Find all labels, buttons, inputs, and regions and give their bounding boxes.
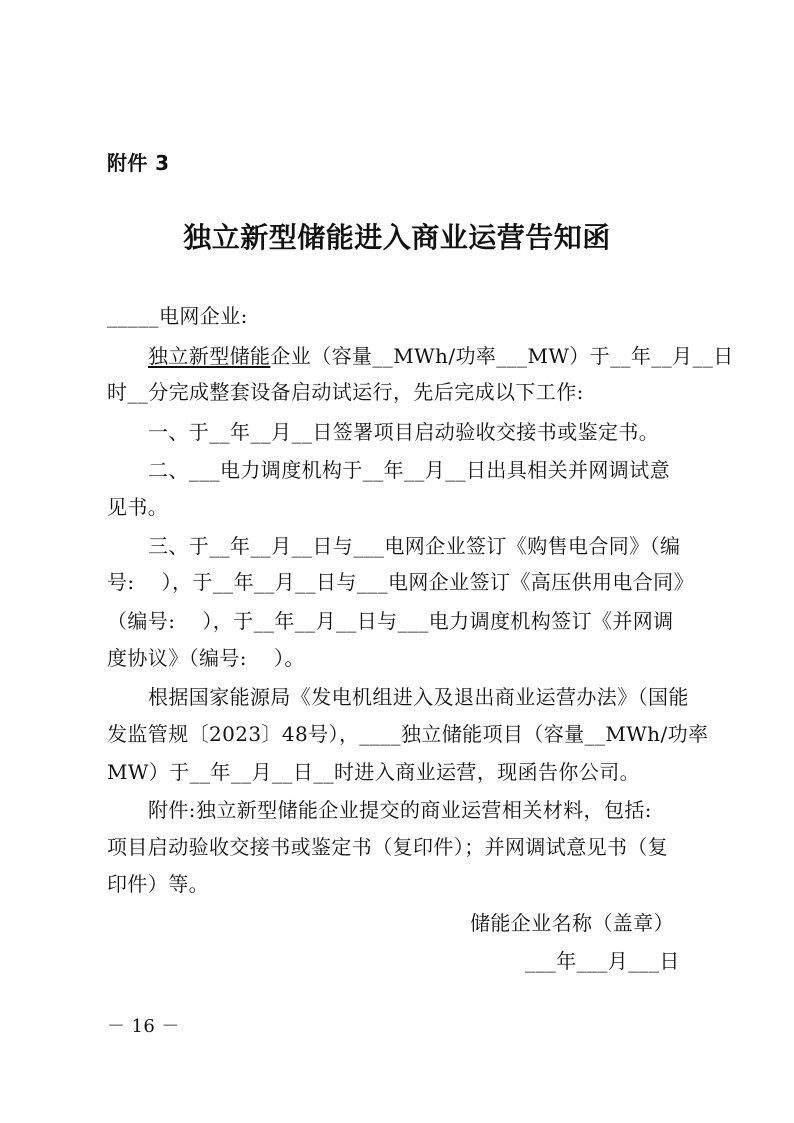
item-3-line-1: 三、于__年__月__日与___电网企业签订《购售电合同》（编 bbox=[148, 534, 681, 558]
item-2-line-2: 见书。 bbox=[107, 495, 169, 519]
page-number: － 16 － bbox=[107, 1016, 180, 1037]
attachment-label: 附件 3 bbox=[107, 151, 170, 175]
signature-company: 储能企业名称（盖章） bbox=[470, 911, 674, 935]
item-2-line-1: 二、___电力调度机构于__年__月__日出具相关并网调试意 bbox=[148, 458, 670, 482]
signature-date: ___年___月___日 bbox=[525, 949, 680, 973]
basis-line-2: 发监管规〔2023〕48号），____独立储能项目（容量__MWh/功率 bbox=[107, 722, 709, 746]
item-3-line-2: 号: ），于__年__月__日与___电网企业签订《高压供用电合同》 bbox=[107, 570, 694, 594]
item-3-line-3: （编号: ），于__年__月__日与___电力调度机构签订《并网调 bbox=[107, 609, 674, 633]
attachment-note-line-2: 项目启动验收交接书或鉴定书（复印件）；并网调试意见书（复 bbox=[107, 835, 669, 859]
attachment-note-line-3: 印件）等。 bbox=[107, 872, 209, 896]
company-type-underlined: 独立新型储能 bbox=[148, 344, 271, 368]
paragraph-1-line-1 bbox=[148, 342, 734, 370]
basis-line-3: MW）于__年__月__日__时进入商业运营，现函告你公司。 bbox=[107, 760, 641, 784]
item-1: 一、于__年__月__日签署项目启动验收交接书或鉴定书。 bbox=[148, 420, 660, 444]
attachment-note-line-1: 附件:独立新型储能企业提交的商业运营相关材料，包括: bbox=[148, 798, 652, 822]
basis-line-1: 根据国家能源局《发电机组进入及退出商业运营办法》（国能 bbox=[148, 685, 689, 709]
item-3-line-4: 度协议》（编号: ）。 bbox=[107, 646, 305, 670]
paragraph-1-line-1-rest: 企业（容量__MWh/功率___MW）于__年__月__日 bbox=[270, 344, 734, 368]
salutation: _____电网企业: bbox=[107, 304, 248, 328]
paragraph-1-line-2: 时__分完成整套设备启动试运行，先后完成以下工作: bbox=[107, 380, 584, 404]
document-title: 独立新型储能进入商业运营告知函 bbox=[183, 221, 611, 254]
